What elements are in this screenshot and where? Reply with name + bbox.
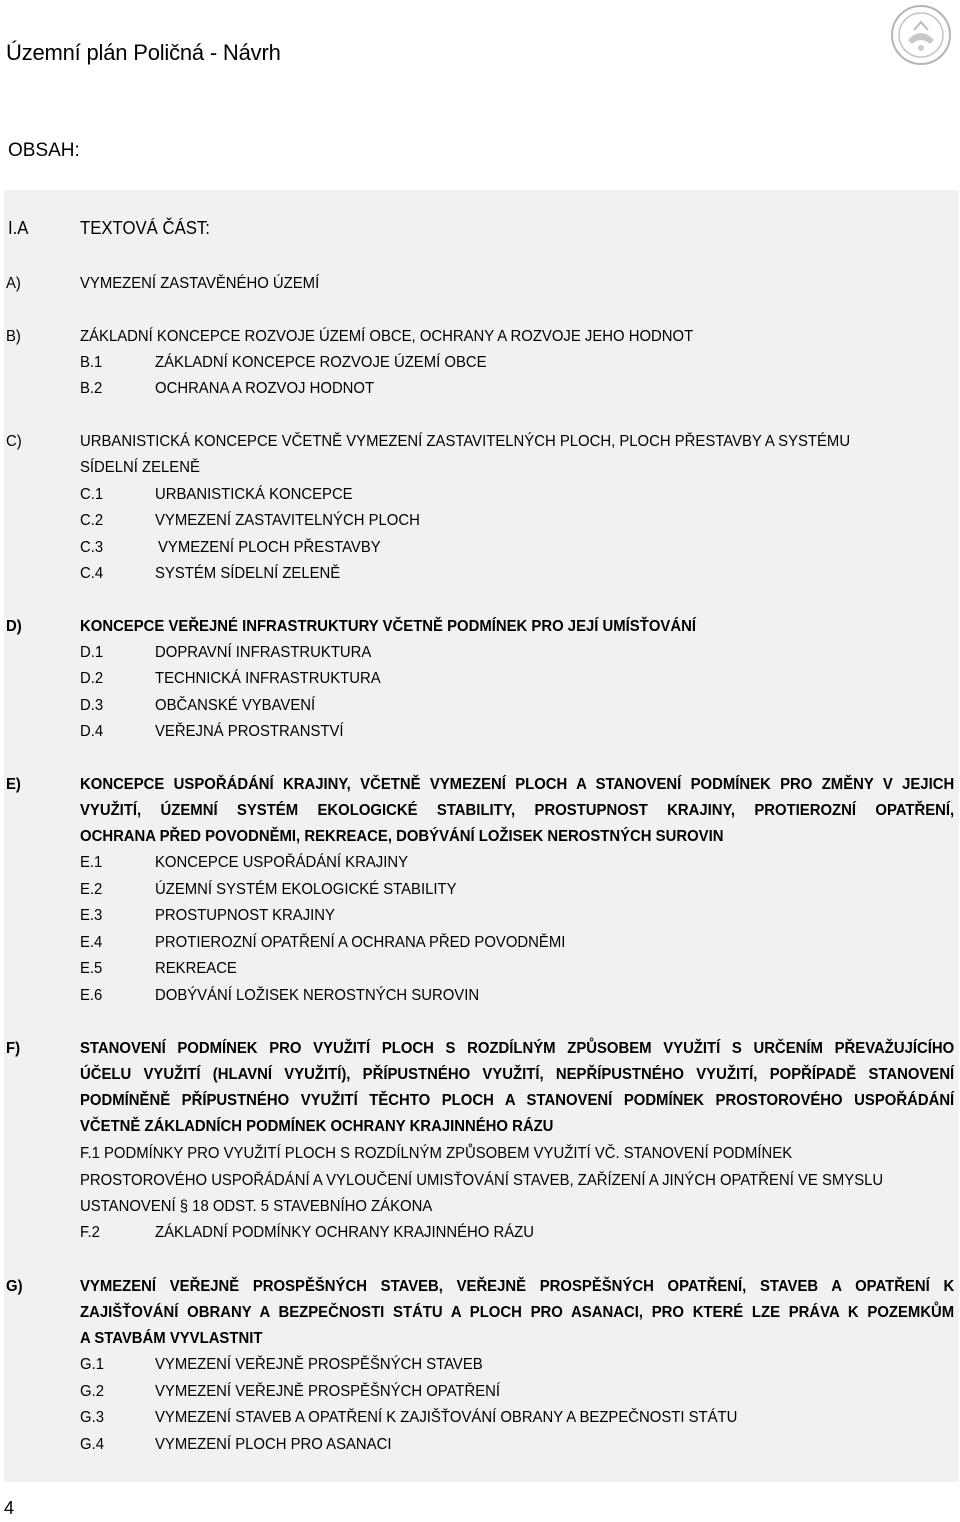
item-number: D.3: [80, 697, 104, 714]
section-heading-e-line: OCHRANA PŘED POVODNĚMI, REKREACE, DOBÝVÁNÍ LOŽISEK NEROSTNÝCH SUROVIN: [80, 828, 724, 845]
section-heading-b: ZÁKLADNÍ KONCEPCE ROZVOJE ÚZEMÍ OBCE, OCHRANY A ROZVOJE JEHO HODNOT: [80, 328, 694, 345]
section-letter-d: D): [6, 618, 22, 635]
item-title: ZÁKLADNÍ PODMÍNKY OCHRANY KRAJINNÉHO RÁZU: [155, 1224, 534, 1241]
section-letter-e: E): [6, 776, 21, 793]
section-heading-d: KONCEPCE VEŘEJNÉ INFRASTRUKTURY VČETNĚ PODMÍNEK PRO JEJÍ UMÍSŤOVÁNÍ: [80, 618, 696, 635]
item-title: OCHRANA A ROZVOJ HODNOT: [155, 380, 375, 397]
section-heading-f-line: STANOVENÍ PODMÍNEK PRO VYUŽITÍ PLOCH S ROZDÍLNÝM ZPŮSOBEM VYUŽITÍ S URČENÍM PŘEVAŽUJÍCÍHO: [80, 1040, 955, 1057]
item-title: VYMEZENÍ PLOCH PRO ASANACI: [155, 1436, 392, 1453]
item-number: C.2: [80, 512, 104, 529]
item-title: VYMEZENÍ VEŘEJNĚ PROSPĚŠNÝCH STAVEB: [155, 1356, 483, 1373]
section-heading-g-line: VYMEZENÍ VEŘEJNĚ PROSPĚŠNÝCH STAVEB, VEŘEJNĚ PROSPĚŠNÝCH OPATŘENÍ, STAVEB A OPATŘENÍ K: [80, 1278, 955, 1295]
section-heading-f-line: ÚČELU VYUŽITÍ (HLAVNÍ VYUŽITÍ), PŘÍPUSTNÉHO VYUŽITÍ, NEPŘÍPUSTNÉHO VYUŽITÍ, POPŘÍPADĚ STANOVENÍ: [80, 1066, 955, 1083]
item-number: B.2: [80, 380, 103, 397]
item-title: VYMEZENÍ ZASTAVITELNÝCH PLOCH: [155, 512, 420, 529]
item-number: C.1: [80, 486, 104, 503]
part-title: TEXTOVÁ ČÁST:: [80, 218, 210, 238]
item-number: G.2: [80, 1383, 104, 1400]
item-f1-line: PROSTOROVÉHO USPOŘÁDÁNÍ A VYLOUČENÍ UMISŤOVÁNÍ STAVEB, ZAŘÍZENÍ A JINÝCH OPATŘENÍ VE SMYSLU: [80, 1172, 884, 1189]
section-letter-g: G): [6, 1278, 23, 1295]
item-number: E.5: [80, 960, 103, 977]
item-number: E.6: [80, 987, 103, 1004]
section-heading-e-line: KONCEPCE USPOŘÁDÁNÍ KRAJINY, VČETNĚ VYMEZENÍ PLOCH A STANOVENÍ PODMÍNEK PRO ZMĚNY V JEJICH: [80, 776, 955, 793]
item-title: KONCEPCE USPOŘÁDÁNÍ KRAJINY: [155, 854, 409, 871]
section-heading-c-cont: SÍDELNÍ ZELENĚ: [80, 459, 200, 476]
section-letter-b: B): [6, 328, 21, 345]
item-number: E.1: [80, 854, 103, 871]
item-title: ZÁKLADNÍ KONCEPCE ROZVOJE ÚZEMÍ OBCE: [155, 354, 487, 371]
item-number: C.4: [80, 565, 104, 582]
section-heading-f-line: VČETNĚ ZÁKLADNÍCH PODMÍNEK OCHRANY KRAJINNÉHO RÁZU: [80, 1118, 554, 1135]
item-title: ÚZEMNÍ SYSTÉM EKOLOGICKÉ STABILITY: [155, 881, 457, 898]
document-title: Územní plán Poličná - Návrh: [6, 40, 281, 65]
section-heading-g-line: A STAVBÁM VYVLASTNIT: [80, 1330, 263, 1347]
item-title: SYSTÉM SÍDELNÍ ZELENĚ: [155, 565, 341, 582]
part-code: I.A: [8, 218, 29, 238]
item-title: OBČANSKÉ VYBAVENÍ: [155, 697, 316, 714]
item-number: D.2: [80, 670, 104, 687]
item-title: PROSTUPNOST KRAJINY: [155, 907, 335, 924]
item-number: G.3: [80, 1409, 104, 1426]
section-heading-g-line: ZAJIŠŤOVÁNÍ OBRANY A BEZPEČNOSTI STÁTU A PLOCH PRO ASANACI, PRO KTERÉ LZE PRÁVA K POZEMKŮM: [80, 1304, 955, 1321]
section-heading-f-line: PODMÍNĚNĚ PŘÍPUSTNÉHO VYUŽITÍ TĚCHTO PLOCH A STANOVENÍ PODMÍNEK PROSTOROVÉHO USPOŘÁDÁNÍ: [80, 1092, 955, 1109]
section-letter-f: F): [6, 1040, 21, 1057]
item-title: PROTIEROZNÍ OPATŘENÍ A OCHRANA PŘED POVODNĚMI: [155, 934, 566, 951]
item-title: VYMEZENÍ PLOCH PŘESTAVBY: [158, 539, 381, 556]
item-f1-line: F.1 PODMÍNKY PRO VYUŽITÍ PLOCH S ROZDÍLNÝM ZPŮSOBEM VYUŽITÍ VČ. STANOVENÍ PODMÍNEK: [80, 1145, 793, 1162]
item-f1-line: USTANOVENÍ § 18 ODST. 5 STAVEBNÍHO ZÁKONA: [80, 1198, 433, 1215]
item-number: E.2: [80, 881, 103, 898]
item-number: B.1: [80, 354, 103, 371]
section-heading-a: VYMEZENÍ ZASTAVĚNÉHO ÚZEMÍ: [80, 275, 320, 292]
item-number: G.1: [80, 1356, 104, 1373]
item-number: D.4: [80, 723, 104, 740]
item-title: VEŘEJNÁ PROSTRANSTVÍ: [155, 723, 344, 740]
item-title: DOPRAVNÍ INFRASTRUKTURA: [155, 644, 372, 661]
item-title: REKREACE: [155, 960, 237, 977]
item-title: VYMEZENÍ STAVEB A OPATŘENÍ K ZAJIŠŤOVÁNÍ OBRANY A BEZPEČNOSTI STÁTU: [155, 1409, 738, 1426]
page-number: 4: [4, 1498, 15, 1518]
section-heading-c: URBANISTICKÁ KONCEPCE VČETNĚ VYMEZENÍ ZASTAVITELNÝCH PLOCH, PLOCH PŘESTAVBY A SYSTÉMU: [80, 433, 851, 450]
item-title: TECHNICKÁ INFRASTRUKTURA: [155, 670, 381, 687]
item-title: DOBÝVÁNÍ LOŽISEK NEROSTNÝCH SUROVIN: [155, 987, 480, 1004]
contents-heading: OBSAH:: [8, 140, 80, 161]
item-number: E.3: [80, 907, 103, 924]
item-title: VYMEZENÍ VEŘEJNĚ PROSPĚŠNÝCH OPATŘENÍ: [155, 1383, 501, 1400]
section-letter-c: C): [6, 433, 22, 450]
item-number: G.4: [80, 1436, 104, 1453]
item-number: D.1: [80, 644, 104, 661]
section-letter-a: A): [6, 275, 21, 292]
item-number: F.2: [80, 1224, 100, 1241]
municipal-seal-logo: [890, 4, 952, 66]
item-number: E.4: [80, 934, 103, 951]
item-number: C.3: [80, 539, 104, 556]
section-heading-e-line: VYUŽITÍ, ÚZEMNÍ SYSTÉM EKOLOGICKÉ STABILITY, PROSTUPNOST KRAJINY, PROTIEROZNÍ OPATŘENÍ,: [80, 802, 955, 819]
item-title: URBANISTICKÁ KONCEPCE: [155, 486, 353, 503]
